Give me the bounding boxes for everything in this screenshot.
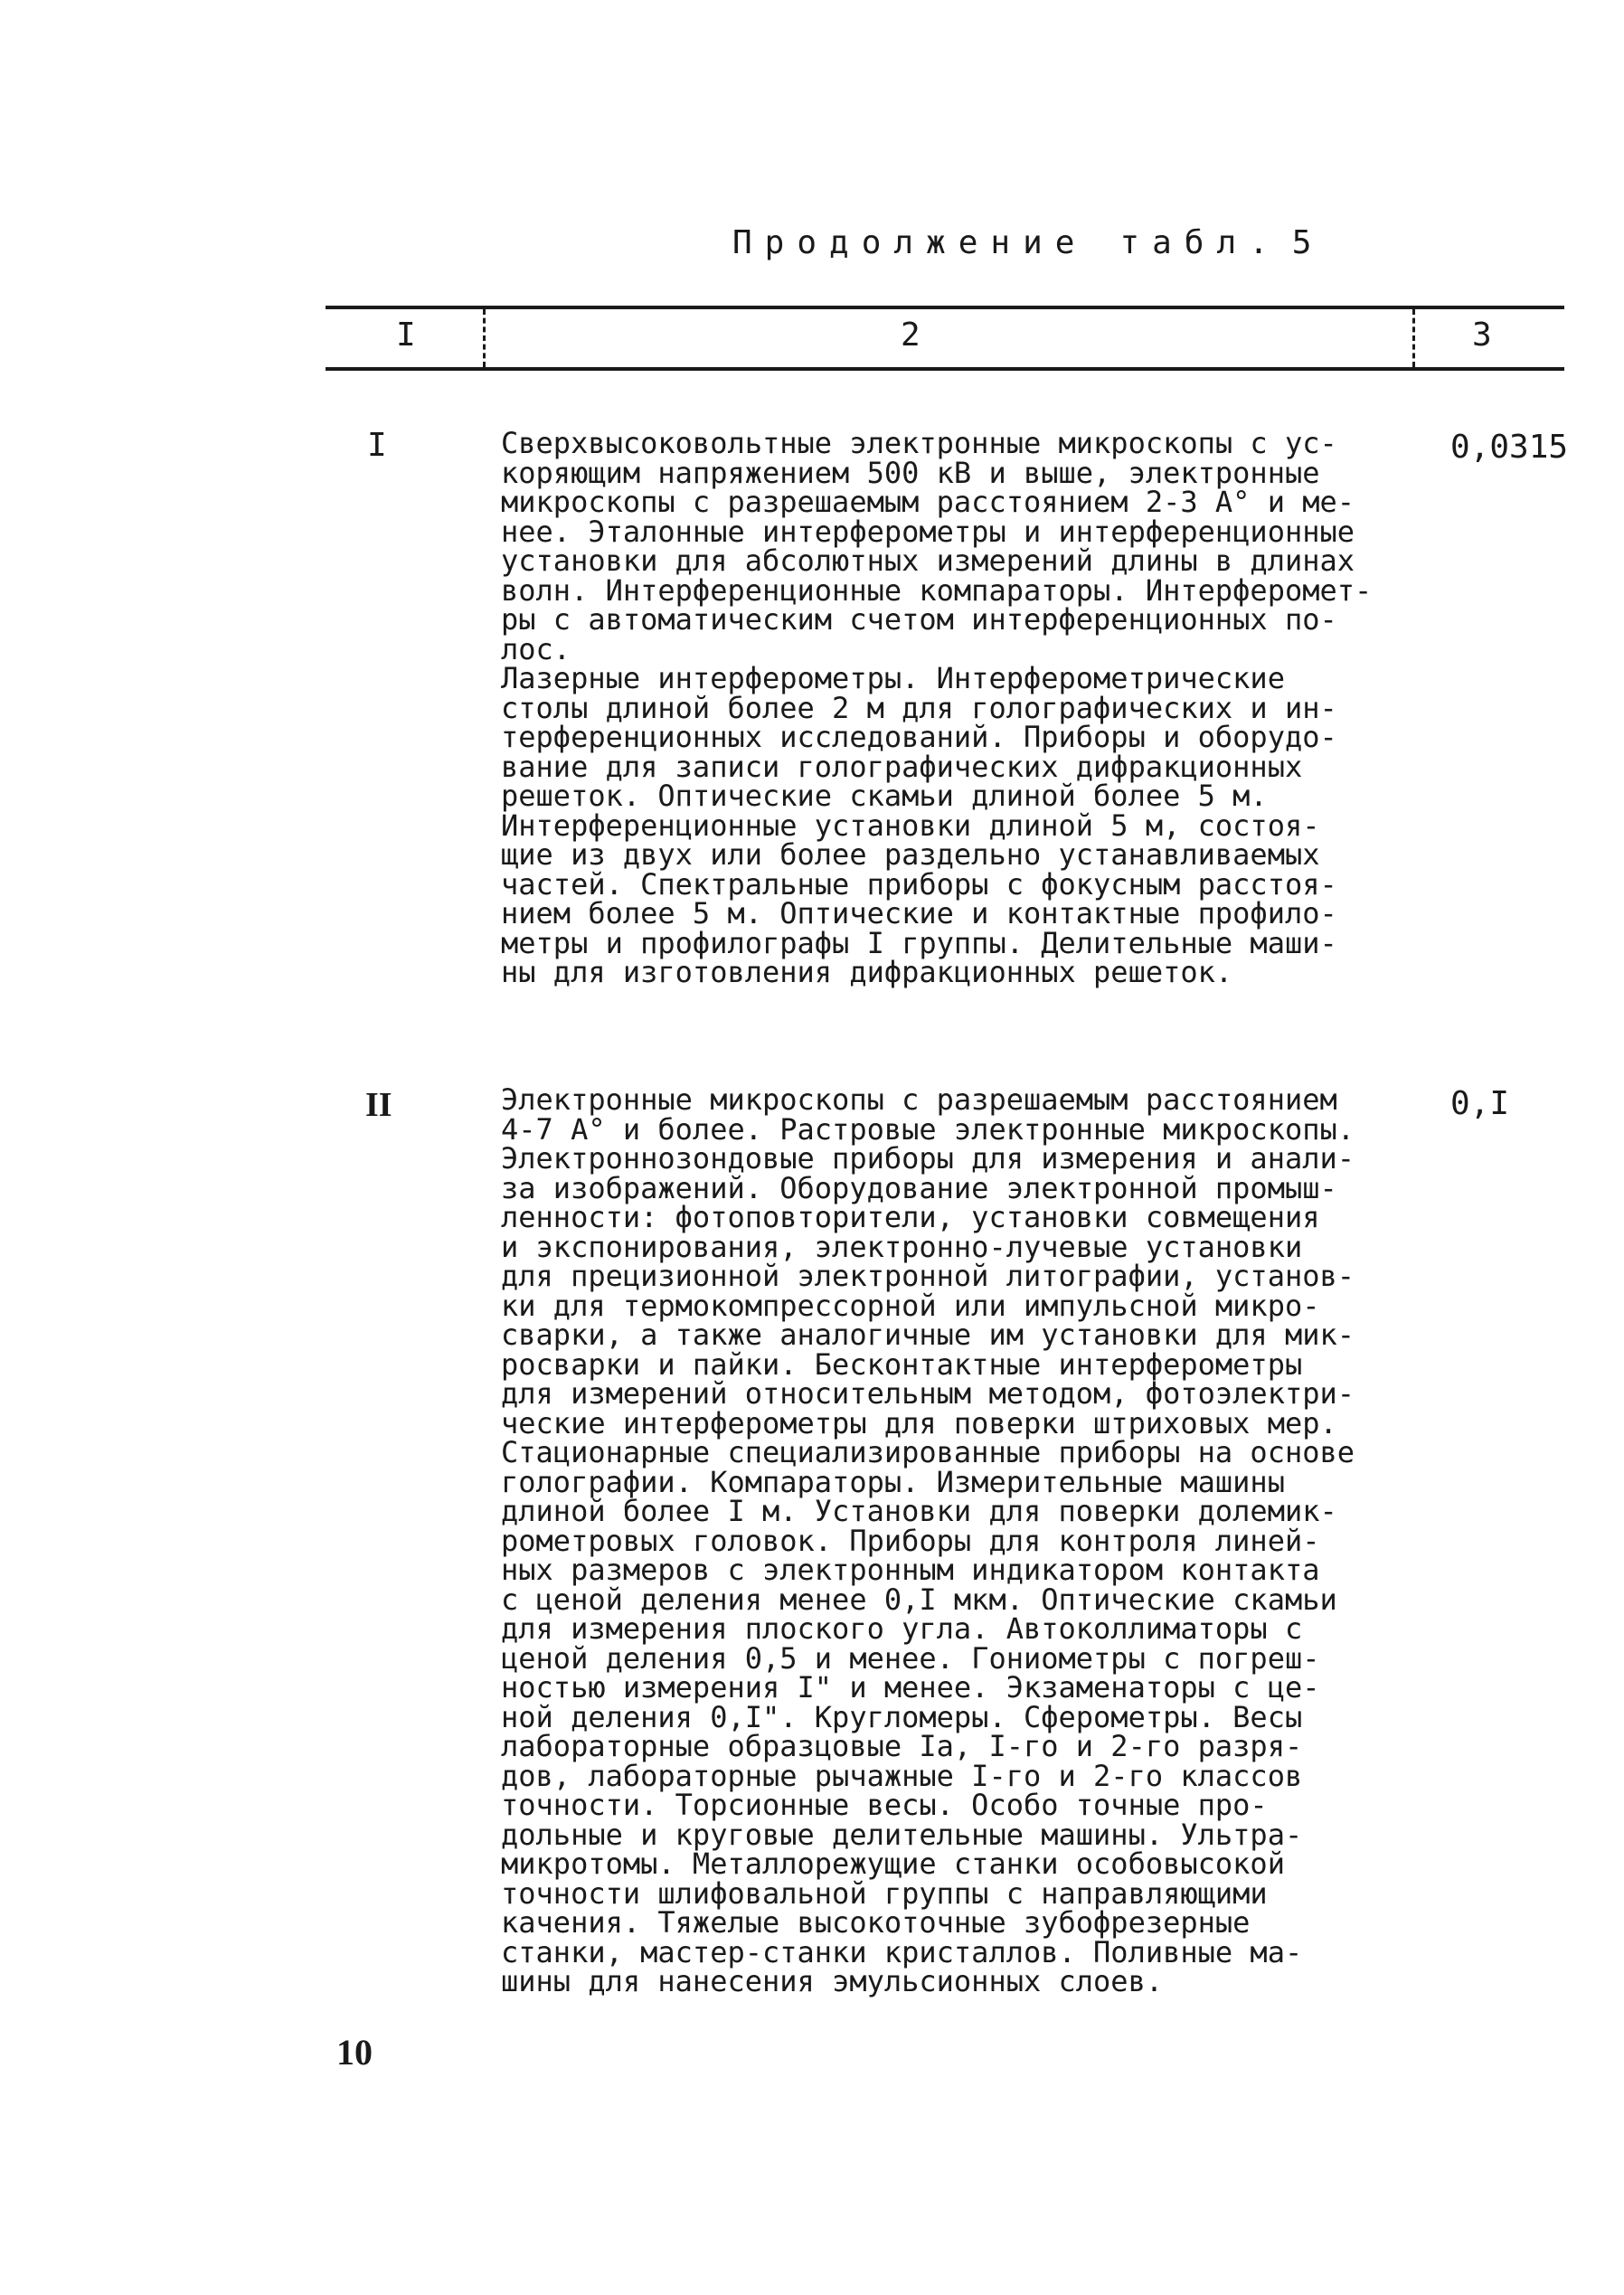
table-top-rule bbox=[326, 306, 1564, 309]
page-number: 10 bbox=[336, 2032, 373, 2073]
description-line: микроскопы с разрешаемым расстоянием 2-3 А° и ме- bbox=[501, 485, 1355, 519]
description-line: Лазерные интерферометры. Интерферометрические bbox=[501, 661, 1285, 695]
description-line: лос. bbox=[501, 631, 571, 666]
description-line: нее. Эталонные интерферометры и интерференционные bbox=[501, 514, 1355, 549]
description-line: установки для абсолютных измерений длины в длинах bbox=[501, 543, 1355, 578]
description-line: для измерения плоского угла. Автоколлиматоры с bbox=[501, 1611, 1303, 1646]
description-line: ленности: фотоповторители, установки совмещения bbox=[501, 1200, 1320, 1234]
description-line: длиной более I м. Установки для поверки долемик- bbox=[501, 1494, 1337, 1528]
description-line: столы длиной более 2 м для голографических и ин- bbox=[501, 690, 1337, 725]
description-line: решеток. Оптические скамьи длиной более 5 м. bbox=[501, 779, 1268, 813]
description-line: росварки и пайки. Бесконтактные интерферометры bbox=[501, 1346, 1303, 1382]
description-line: за изображений. Оборудование электронной промыш- bbox=[501, 1170, 1337, 1205]
description-line: с ценой деления менее 0,I мкм. Оптические скамьи bbox=[501, 1582, 1337, 1617]
row-description bbox=[501, 1082, 1441, 1998]
description-line: голографии. Компараторы. Измерительные машины bbox=[501, 1464, 1285, 1499]
description-line: ных размеров с электронным индикатором контакта bbox=[501, 1553, 1320, 1587]
description-line: терференционных исследований. Приборы и оборудо- bbox=[501, 720, 1337, 754]
description-line: дольные и круговые делительные машины. Ультра- bbox=[501, 1817, 1303, 1852]
row-group-number: II bbox=[365, 1086, 392, 1124]
row-coefficient: 0,I bbox=[1450, 1085, 1510, 1122]
description-line: микротомы. Металлорежущие станки особовысокой bbox=[501, 1846, 1285, 1881]
description-line: вание для записи голографических дифракционных bbox=[501, 749, 1303, 784]
description-line: ностью измерения I" и менее. Экзаменаторы с це- bbox=[501, 1670, 1320, 1705]
description-line: ны для изготовления дифракционных решеток. bbox=[501, 955, 1233, 989]
row-description bbox=[501, 426, 1441, 989]
description-line: Интерференционные установки длиной 5 м, состоя- bbox=[501, 808, 1320, 843]
description-line: и экспонирования, электронно-лучевые установки bbox=[501, 1229, 1303, 1264]
description-line: ки для термокомпрессорной или импульсной микро- bbox=[501, 1288, 1320, 1323]
description-line: для прецизионной электронной литографии, установ- bbox=[501, 1259, 1355, 1293]
description-line: Электронные микроскопы с разрешаемым расстоянием bbox=[501, 1082, 1337, 1117]
description-line: коряющим напряжением 500 кВ и выше, электронные bbox=[501, 455, 1320, 490]
column-divider bbox=[1412, 309, 1415, 367]
table-header-bottom-rule bbox=[326, 367, 1564, 371]
description-line: точности шлифовальной группы с направляющими bbox=[501, 1875, 1268, 1911]
description-line: сварки, а также аналогичные им установки для мик- bbox=[501, 1318, 1355, 1352]
description-line: ры с автоматическим счетом интерференционных по- bbox=[501, 602, 1337, 637]
column-header-1: I bbox=[396, 316, 416, 354]
description-line: лабораторные образцовые Iа, I-го и 2-го разря- bbox=[501, 1729, 1303, 1763]
description-line: дов, лабораторные рычажные I-го и 2-го классов bbox=[501, 1758, 1303, 1793]
table-caption bbox=[732, 224, 1313, 261]
description-line: рометровых головок. Приборы для контроля линей- bbox=[501, 1523, 1320, 1558]
description-line: щие из двух или более раздельно устанавливаемых bbox=[501, 837, 1320, 872]
description-line: волн. Интерференционные компараторы. Интерферомет- bbox=[501, 572, 1373, 608]
row-group-number: I bbox=[367, 427, 387, 464]
caption-word-continuation: Продолжение bbox=[732, 224, 1088, 261]
description-line: ценой деления 0,5 и менее. Гониометры с погреш- bbox=[501, 1640, 1320, 1676]
description-line: Стационарные специализированные приборы на основе bbox=[501, 1435, 1355, 1469]
description-line: Электроннозондовые приборы для измерения и анали- bbox=[501, 1141, 1355, 1176]
caption-table-number: 5 bbox=[1291, 224, 1314, 261]
description-line: станки, мастер-станки кристаллов. Поливные ма- bbox=[501, 1934, 1303, 1969]
column-header-2: 2 bbox=[901, 316, 921, 354]
description-line: метры и профилографы I группы. Делительные маши- bbox=[501, 925, 1337, 960]
description-line: Сверхвысоковольтные электронные микроскопы с ус- bbox=[501, 426, 1337, 460]
description-line: ческие интерферометры для поверки штриховых мер. bbox=[501, 1405, 1337, 1440]
caption-word-table: табл. bbox=[1119, 224, 1281, 261]
row-coefficient: 0,0315 bbox=[1450, 429, 1569, 466]
description-line: частей. Спектральные приборы с фокусным расстоя- bbox=[501, 866, 1337, 902]
description-line: точности. Торсионные весы. Особо точные про- bbox=[501, 1788, 1268, 1822]
description-line: ной деления 0,I". Кругломеры. Сферометры. Весы bbox=[501, 1699, 1303, 1734]
description-line: шины для нанесения эмульсионных слоев. bbox=[501, 1964, 1164, 1998]
column-header-3: 3 bbox=[1472, 316, 1492, 354]
description-line: 4-7 А° и более. Растровые электронные микроскопы. bbox=[501, 1111, 1355, 1147]
column-divider bbox=[483, 309, 486, 367]
description-line: нием более 5 м. Оптические и контактные профило- bbox=[501, 896, 1337, 930]
description-line: для измерений относительным методом, фотоэлектри- bbox=[501, 1376, 1355, 1411]
description-line: качения. Тяжелые высокоточные зубофрезерные bbox=[501, 1905, 1251, 1940]
